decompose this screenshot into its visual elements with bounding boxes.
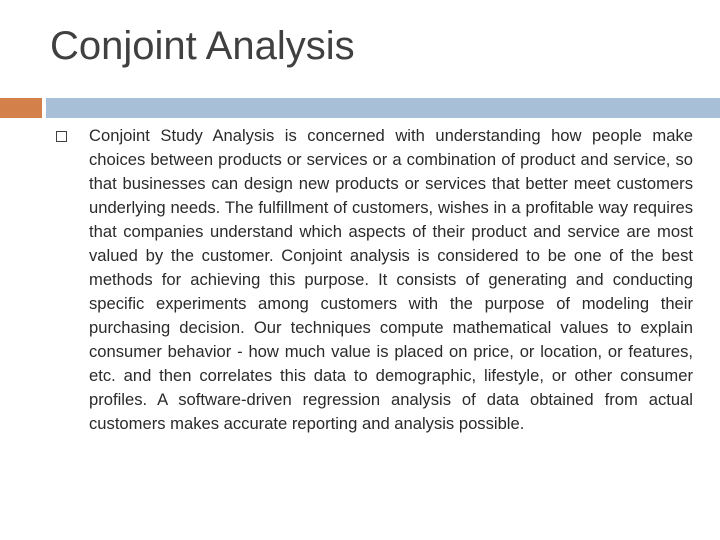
- title-divider-bar: [46, 98, 720, 118]
- slide-title: Conjoint Analysis: [50, 24, 355, 68]
- body-paragraph: Conjoint Study Analysis is concerned with understanding how people make choices between products or services or a combination of product and service, so that businesses can design new products or services that better meet customers underlying needs. The fulfillment of customers, wishes in a profitable way requires that companies understand which aspects of their product and service are most valued by the customer. Conjoint analysis is considered to be one of the best methods for achieving this purpose. It consists of generating and conducting specific experiments among customers with the purpose of modeling their purchasing decision. Our techniques compute mathematical values to explain consumer behavior - how much value is placed on price, or location, or features, etc. and then correlates this data to demographic, lifestyle, or other consumer profiles. A software-driven regression analysis of data obtained from actual customers makes accurate reporting and analysis possible.: [89, 126, 693, 433]
- hollow-square-bullet-icon: [56, 131, 67, 142]
- title-accent-bar: [0, 98, 42, 118]
